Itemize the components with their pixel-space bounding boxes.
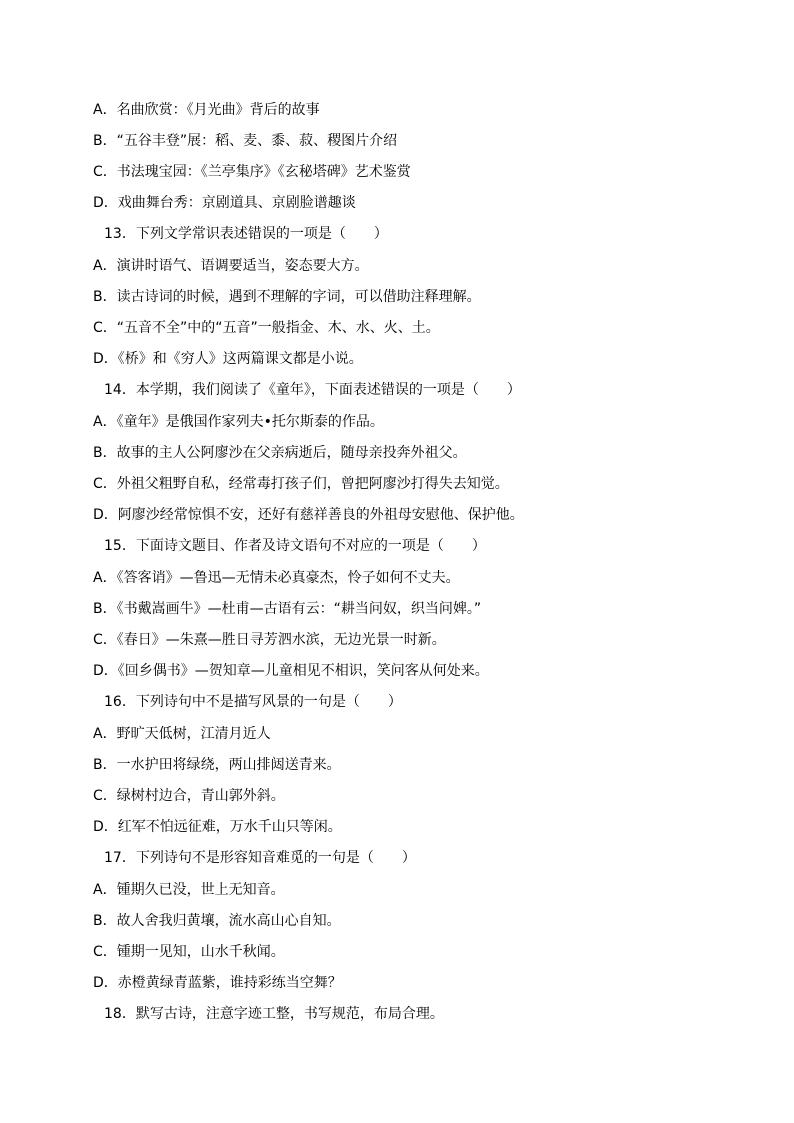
option-line: D．红军不怕远征难，万水千山只等闲。 bbox=[93, 819, 342, 835]
option-line: D．阿廖沙经常惊惧不安，还好有慈祥善良的外祖母安慰他、保护他。 bbox=[93, 507, 524, 523]
option-line: B．读古诗词的时候，遇到不理解的字词，可以借助注释理解。 bbox=[93, 289, 481, 305]
question-16: 16．下列诗句中不是描写风景的一句是（ ） bbox=[104, 694, 402, 710]
option-line: B．故事的主人公阿廖沙在父亲病逝后，随母亲投奔外祖父。 bbox=[93, 445, 467, 461]
option-line: B．《书戴嵩画牛》—杜甫—古语有云：“耕当问奴，织当问婢。” bbox=[93, 601, 482, 617]
option-line: D．《回乡偶书》—贺知章—儿童相见不相识，笑问客从何处来。 bbox=[93, 663, 489, 679]
option-line: A．锺期久已没，世上无知音。 bbox=[93, 882, 285, 898]
option-line: A．《童年》是俄国作家列夫•托尔斯泰的作品。 bbox=[93, 414, 384, 430]
option-line: D．戏曲舞台秀：京剧道具、京剧脸谱趣谈 bbox=[93, 195, 356, 211]
option-line: C．《春日》—朱熹—胜日寻芳泗水滨，无边光景一时新。 bbox=[93, 632, 446, 648]
option-line: C．外祖父粗野自私，经常毒打孩子们，曾把阿廖沙打得失去知觉。 bbox=[93, 476, 509, 492]
option-line: D．《桥》和《穷人》这两篇课文都是小说。 bbox=[93, 351, 363, 367]
question-14: 14．本学期，我们阅读了《童年》，下面表述错误的一项是（ ） bbox=[104, 382, 521, 398]
option-line: A．野旷天低树，江清月近人 bbox=[93, 726, 271, 742]
option-line: C．绿树村边合，青山郭外斜。 bbox=[93, 788, 285, 804]
option-line: B．故人舍我归黄壤，流水高山心自知。 bbox=[93, 913, 341, 929]
option-line: A．名曲欣赏：《月光曲》背后的故事 bbox=[93, 102, 320, 118]
question-18: 18．默写古诗，注意字迹工整，书写规范，布局合理。 bbox=[104, 1006, 444, 1022]
option-line: C．“五音不全”中的“五音”一般指金、木、水、火、土。 bbox=[93, 320, 440, 336]
option-line: B．“五谷丰登”展：稻、麦、黍、菽、稷图片介绍 bbox=[93, 133, 398, 149]
question-15: 15．下面诗文题目、作者及诗文语句不对应的一项是（ ） bbox=[104, 538, 486, 554]
option-line: C．锺期一见知，山水千秋闻。 bbox=[93, 944, 285, 960]
option-line: A．演讲时语气、语调要适当，姿态要大方。 bbox=[93, 258, 369, 274]
option-line: A．《答客诮》—鲁迅—无情未必真豪杰，怜子如何不丈夫。 bbox=[93, 570, 460, 586]
option-line: C．书法瑰宝园：《兰亭集序》《玄秘塔碑》艺术鉴赏 bbox=[93, 164, 411, 180]
option-line: D．赤橙黄绿青蓝紫，谁持彩练当空舞？ bbox=[93, 975, 342, 991]
question-17: 17．下列诗句不是形容知音难觅的一句是（ ） bbox=[104, 850, 416, 866]
option-line: B．一水护田将绿绕，两山排闼送青来。 bbox=[93, 757, 341, 773]
question-13: 13．下列文学常识表述错误的一项是（ ） bbox=[104, 226, 388, 242]
